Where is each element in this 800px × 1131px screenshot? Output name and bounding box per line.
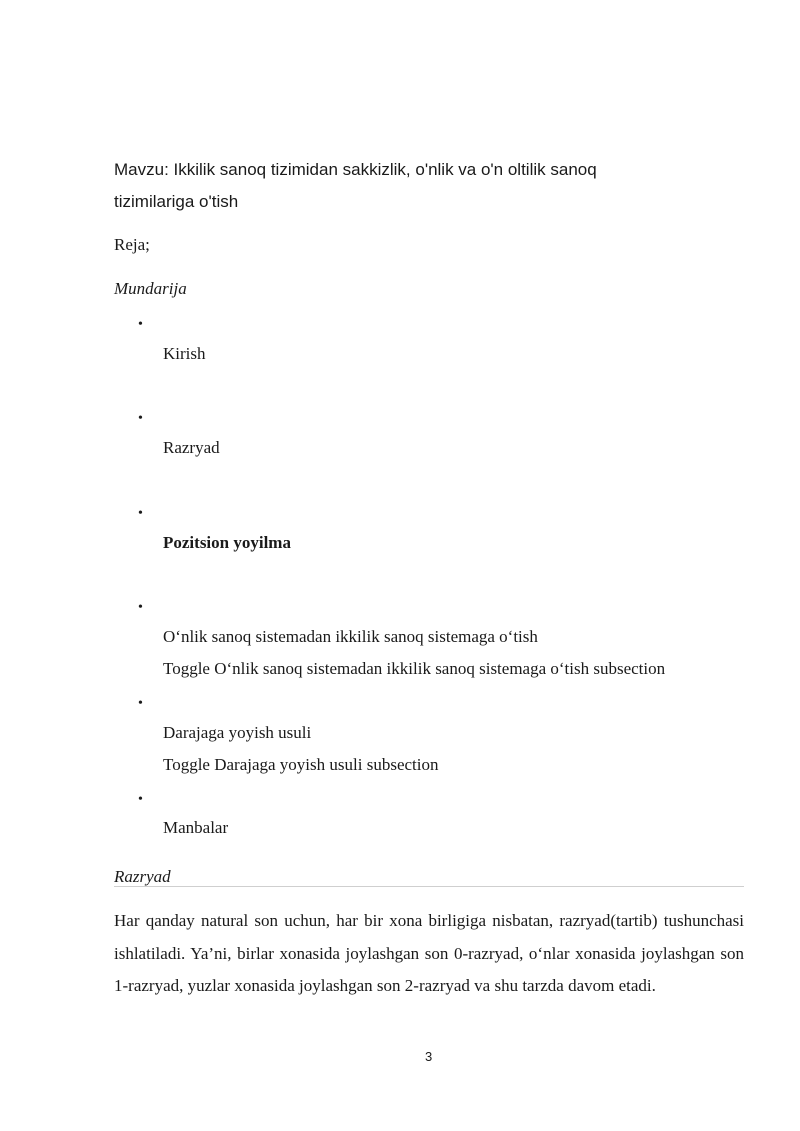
toc-item-darajaga-yoyish[interactable]: Darajaga yoyish usuli <box>163 723 312 742</box>
toc-item-manbalar[interactable]: Manbalar <box>163 818 229 837</box>
section-heading: Razryad <box>114 867 171 886</box>
page-number: 3 <box>425 1049 433 1064</box>
toc-toggle-darajaga-yoyish[interactable]: Toggle Darajaga yoyish usuli subsection <box>163 755 439 774</box>
toc-bullet: • <box>138 600 143 615</box>
toc-item-pozitsion-yoyilma[interactable]: Pozitsion yoyilma <box>163 533 291 552</box>
topic-line-1: Mavzu: Ikkilik sanoq tizimidan sakkizlik, o'nlik va o'n oltilik sanoq <box>114 160 597 179</box>
toc-bullet: • <box>138 792 143 807</box>
plan-label: Reja; <box>114 235 150 254</box>
toc-item-razryad[interactable]: Razryad <box>163 438 220 457</box>
toc-item-kirish[interactable]: Kirish <box>163 344 206 363</box>
toc-title: Mundarija <box>114 279 187 298</box>
toc-bullet: • <box>138 317 143 332</box>
toc-item-onlik-to-ikkilik[interactable]: O‘nlik sanoq sistemadan ikkilik sanoq sistemaga o‘tish <box>163 627 538 646</box>
toc-bullet: • <box>138 411 143 426</box>
section-divider <box>114 886 744 887</box>
section-paragraph: Har qanday natural son uchun, har bir xona birligiga nisbatan, razryad(tartib) tushunchasi ishlatiladi. Ya’ni, birlar xonasida joylashgan son 0-razryad, o‘nlar xonasida joylashgan son 1-razryad, yuzlar xonasida joylashgan son 2-razryad va shu tarzda davom etadi. <box>114 911 744 995</box>
topic-line-2: tizimilariga o'tish <box>114 192 239 211</box>
toc-bullet: • <box>138 696 143 711</box>
toc-bullet: • <box>138 506 143 521</box>
toc-toggle-onlik-to-ikkilik[interactable]: Toggle O‘nlik sanoq sistemadan ikkilik sanoq sistemaga o‘tish subsection <box>163 659 666 678</box>
